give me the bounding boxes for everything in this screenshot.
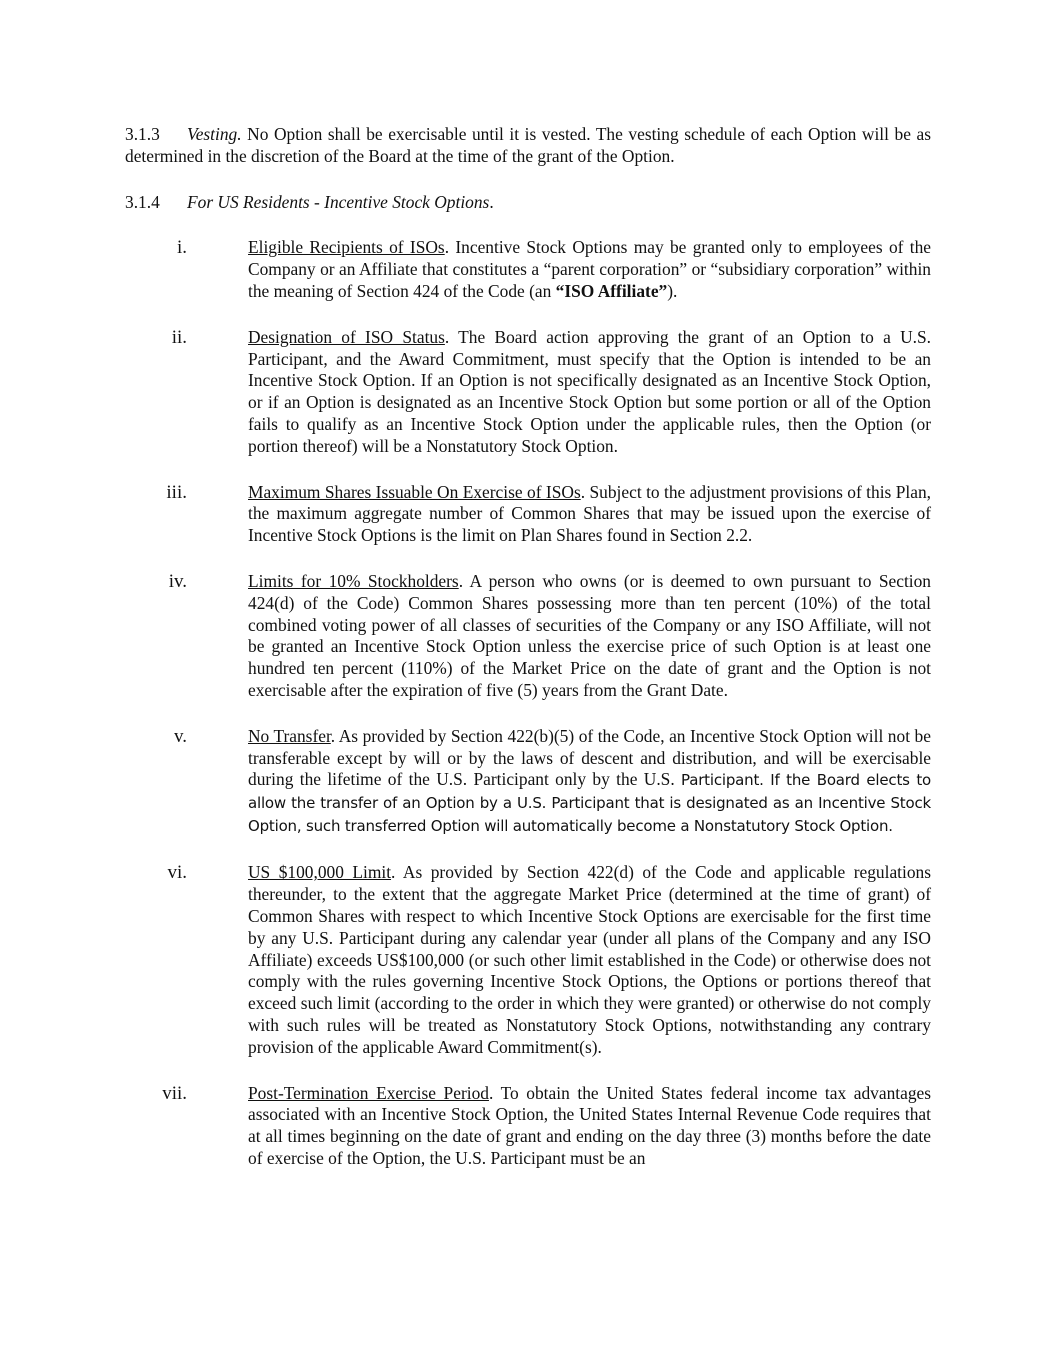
item-heading: Limits for 10% Stockholders xyxy=(248,570,459,591)
document-page xyxy=(125,124,931,1170)
item-body: . As provided by Section 422(b)(5) of the Code, an Incentive Stock Option will not be transferable except by will or by the laws of descent and distribution, and will be exercisable during the lifetime of the U.S. Participant only by the U.S. xyxy=(248,725,931,790)
iso-provisions-list xyxy=(125,237,931,1169)
section-title: Vesting. xyxy=(187,124,242,144)
item-heading: Maximum Shares Issuable On Exercise of ISOs xyxy=(248,481,581,502)
section-number: 3.1.4 xyxy=(125,191,160,212)
list-item xyxy=(125,237,931,302)
item-heading: Eligible Recipients of ISOs xyxy=(248,237,445,258)
item-heading: Designation of ISO Status xyxy=(248,326,445,347)
item-body-sans: Participant. If the Board elects to allow the transfer of an Option by a U.S. Participant that is designated as an Incentive Stock Option, such transferred Option will automatically become a Nonstatutory Stock Option. xyxy=(248,771,931,836)
item-body: . The Board action approving the grant of an Option to a U.S. Participant, and the Award Commitment, must specify that the Option is intended to be an Incentive Stock Option. If an Option is not specifically designated as an Incentive Stock Option, or if an Option is designated as an Incentive Stock Option but some portion or all of the Option fails to qualify as an Incentive Stock Option under the applicable rules, then the Option (or portion thereof) will be a Nonstatutory Stock Option. xyxy=(248,326,932,456)
item-numeral: iv. xyxy=(168,570,187,592)
item-numeral: i. xyxy=(176,237,187,259)
item-body: . A person who owns (or is deemed to own pursuant to Section 424(d) of the Code) Common Shares possessing more than ten percent (10%) of the total combined voting power of all classes of securities of the Company or any ISO Affiliate, will not be granted an Incentive Stock Option unless the exercise price of such Option is at least one hundred ten percent (110%) of the Market Price on the date of grant and the Option is not exercisable after the expiration of five (5) years from the Grant Date. xyxy=(248,570,932,700)
item-numeral: v. xyxy=(173,725,187,747)
item-heading: No Transfer xyxy=(248,725,331,746)
section-title-suffix: . xyxy=(489,191,494,212)
item-body: . To obtain the United States federal income tax advantages associated with an Incentive Stock Option, the United States Internal Revenue Code requires that at all times beginning on the date of grant and ending on the day three (3) months before the date of exercise of the Option, the U.S. Participant must be an xyxy=(248,1082,931,1168)
item-heading: Post-Termination Exercise Period xyxy=(248,1082,489,1103)
item-body: . Subject to the adjustment provisions of this Plan, the maximum aggregate number of Common Shares that may be issued upon the exercise of Incentive Stock Options is the limit on Plan Shares found in Section 2.2. xyxy=(248,481,931,546)
list-item xyxy=(125,726,931,839)
item-numeral: vi. xyxy=(167,862,187,884)
section-body: No Option shall be exercisable until it is vested. The vesting schedule of each Option will be as determined in the discretion of the Board at the time of the grant of the Option. xyxy=(125,124,931,166)
list-item xyxy=(125,571,931,702)
item-numeral: ii. xyxy=(171,326,187,348)
section-3-1-4 xyxy=(125,192,931,214)
section-title: For US Residents - Incentive Stock Options xyxy=(187,191,490,212)
item-body: . As provided by Section 422(d) of the Code and applicable regulations thereunder, to the extent that the aggregate Market Price (determined at the time of grant) of Common Shares with respect to which Incentive Stock Options are exercisable for the first time by any U.S. Participant during any calendar year (under all plans of the Company and any ISO Affiliate) exceeds US$100,000 (or such other limit established in the Code) or otherwise does not comply with the rules governing Incentive Stock Options, the Options or portions thereof that exceed such limit (according to the order in which they were granted) or otherwise do not comply with such rules will be treated as Nonstatutory Stock Options, notwithstanding any contrary provision of the applicable Award Commitment(s). xyxy=(248,862,931,1057)
list-item xyxy=(125,327,931,458)
list-item xyxy=(125,1083,931,1170)
item-numeral: iii. xyxy=(166,481,187,503)
defined-term: “ISO Affiliate” xyxy=(555,280,668,301)
list-item xyxy=(125,482,931,547)
list-item xyxy=(125,862,931,1058)
item-heading: US $100,000 Limit xyxy=(248,862,392,883)
item-body: . Incentive Stock Options may be granted only to employees of the Company or an Affiliate that constitutes a “parent corporation” or “subsidiary corporation” within the meaning of Section 424 of the Code (an xyxy=(248,237,931,301)
item-tail: ). xyxy=(667,280,678,301)
item-numeral: vii. xyxy=(162,1082,187,1104)
section-number: 3.1.3 xyxy=(125,124,160,144)
section-3-1-3 xyxy=(125,124,931,168)
